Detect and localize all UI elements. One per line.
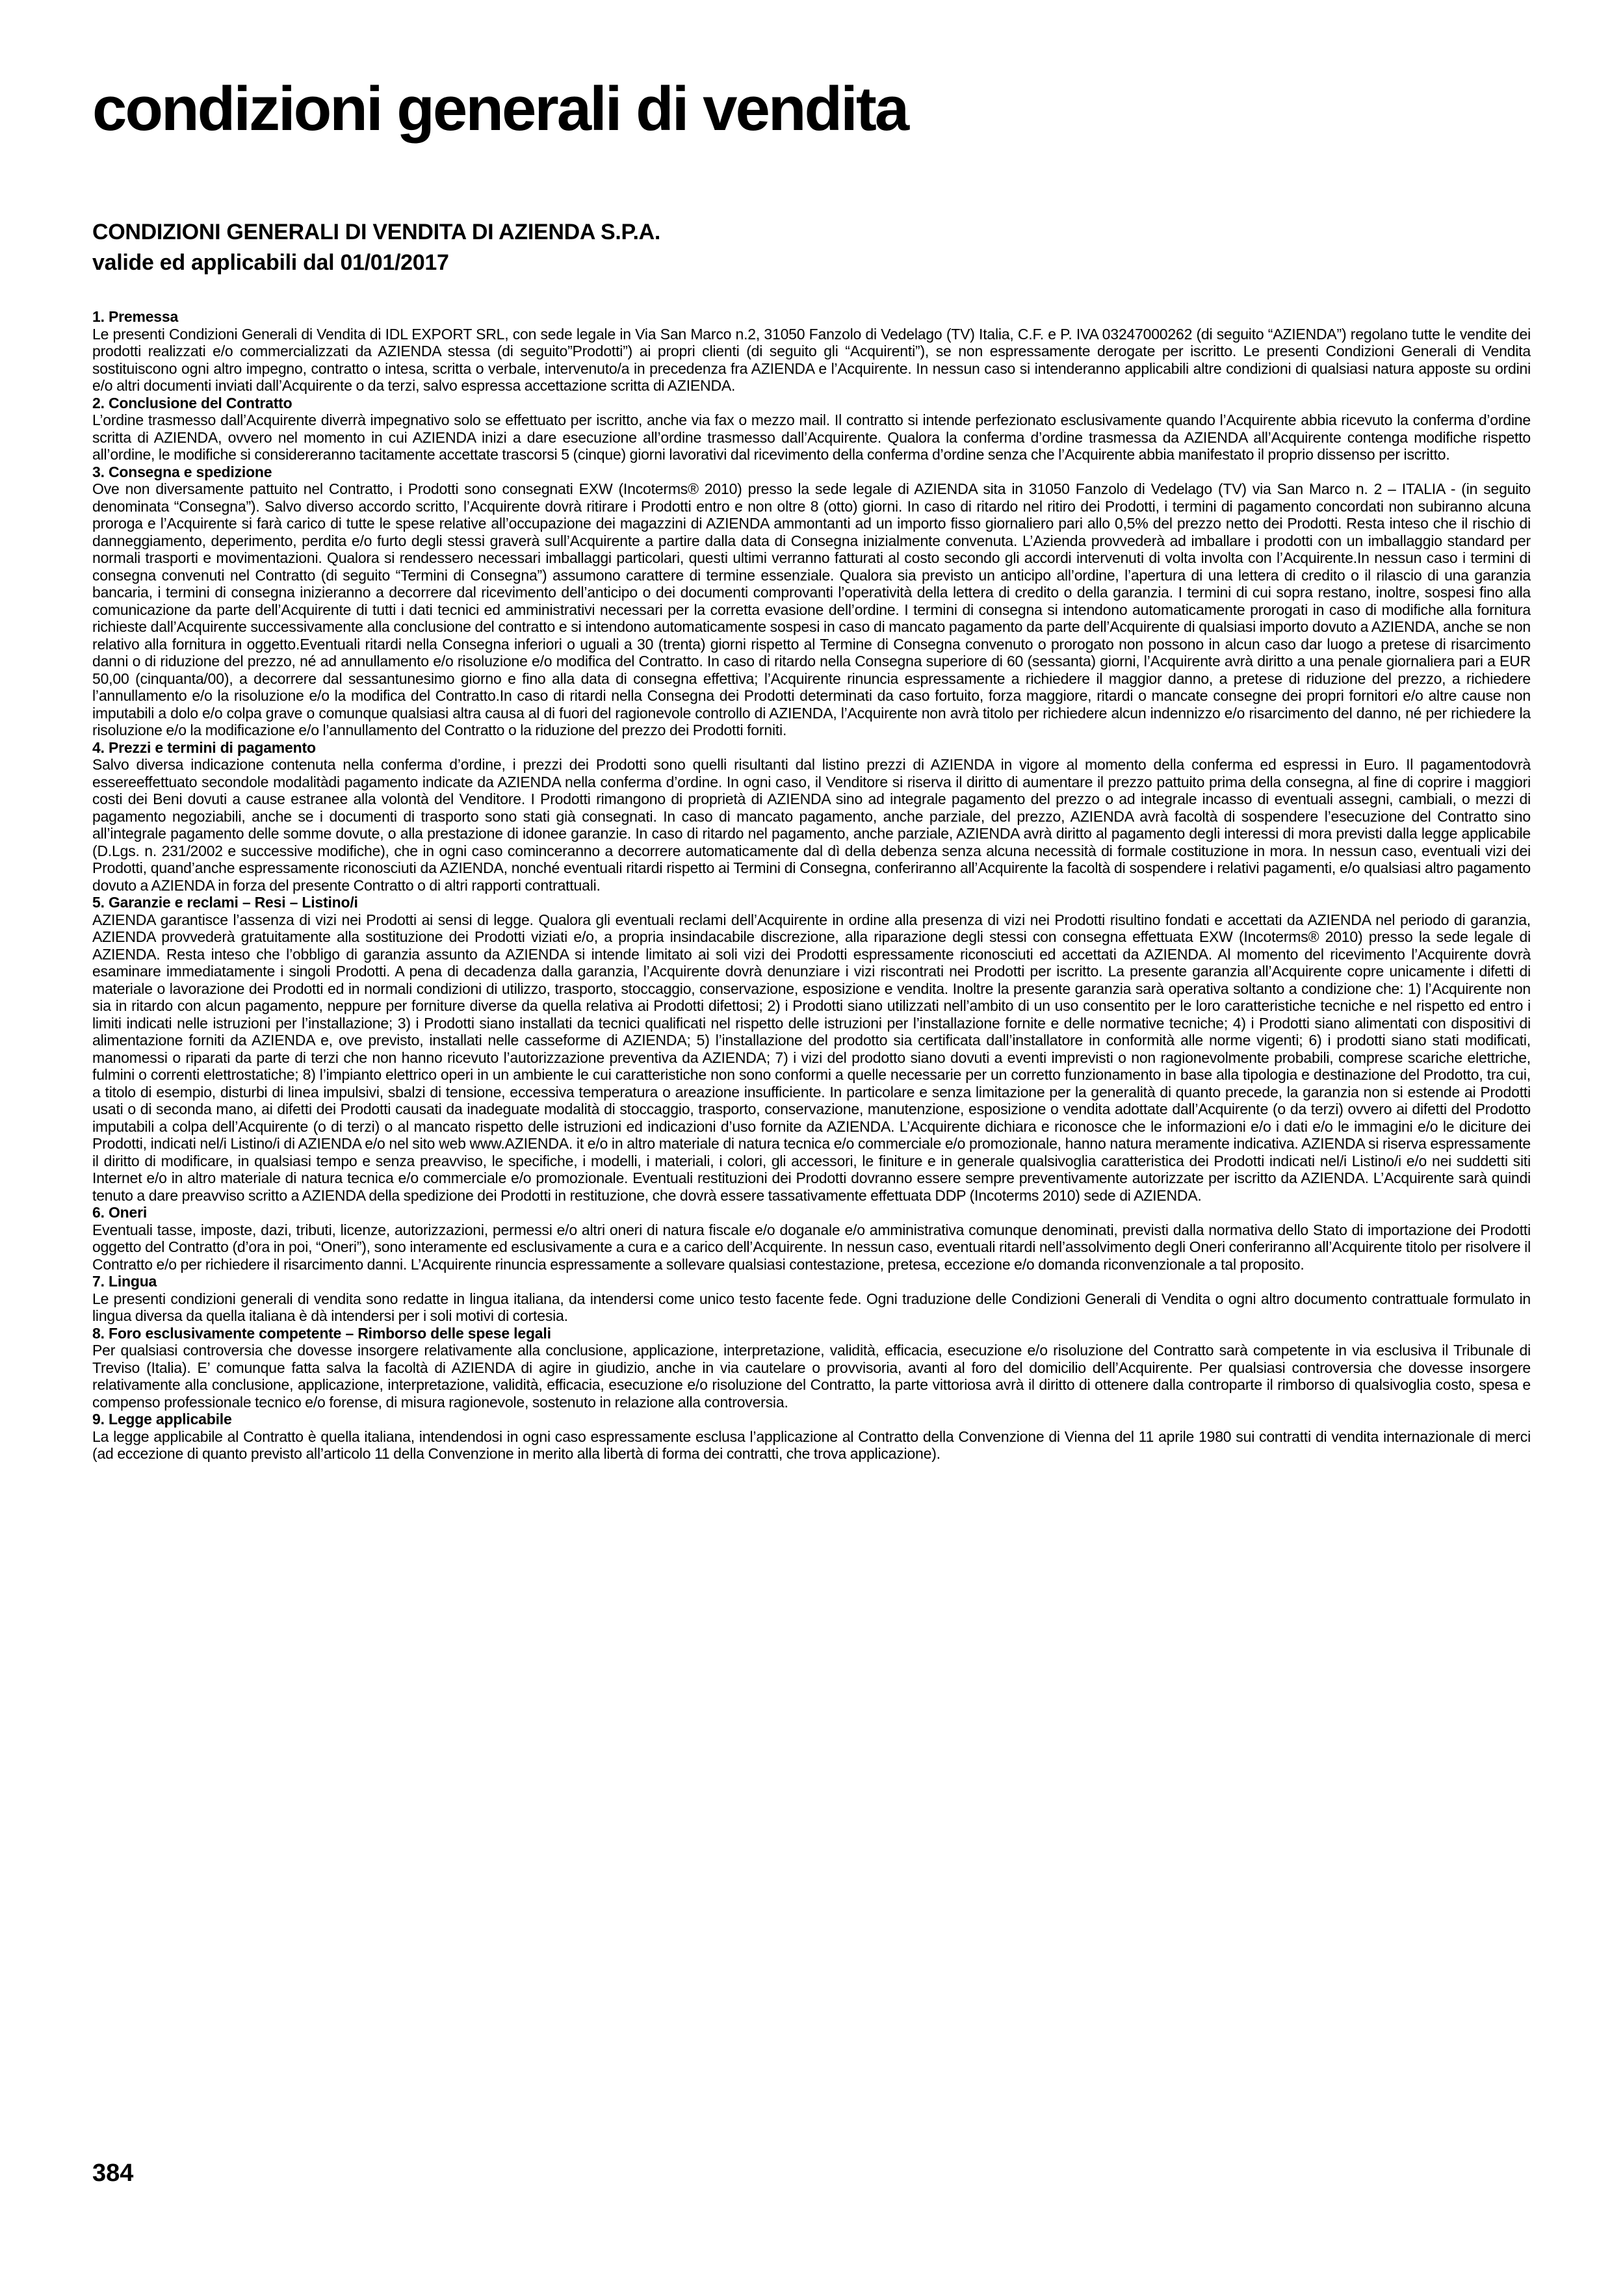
section-garanzie-reclami [92, 894, 1531, 1204]
section-body: Ove non diversamente pattuito nel Contratto, i Prodotti sono consegnati EXW (Incoterms® 2010) presso la sede legale di AZIENDA sita in 31050 Fanzolo di Vedelago (TV) via San Marco n. 2 – ITALIA - (in seguito denominata “Consegna”). Salvo diverso accordo scritto, l’Acquirente dovrà ritirare i Prodotti entro e non oltre 8 (otto) giorni. In caso di ritardo nel ritiro dei Prodotti, i termini di pagamento concordati non subiranno alcuna proroga e l’Acquirente si farà carico di tutte le spese relative all’occupazione dei magazzini di AZIENDA ammontanti ad un importo fisso giornaliero pari allo 0,5% del prezzo netto dei Prodotti. Resta inteso che il rischio di danneggiamento, deperimento, perdita e/o furto degli stessi graverà sull’Acquirente a partire dalla data di Consegna inizialmente convenuta. L’Azienda provvederà ad imballare i prodotti con un imballaggio standard per normali trasporti e movimentazioni. Qualora si rendessero necessari imballaggi particolari, questi ultimi verranno fatturati al costo secondo gli accordi intervenuti di volta involta con l’Acquirente.In nessun caso i termini di consegna convenuti nel Contratto (di seguito “Termini di Consegna”) assumono carattere di termine essenziale. Qualora sia previsto un anticipo all’ordine, l’apertura di una lettera di credito o il rilascio di una garanzia bancaria, i termini di consegna inizieranno a decorrere dal ricevimento dell’anticipo o dei documenti comprovanti l’operatività della lettera di credito o della garanzia. I termini di cui sopra restano, inoltre, sospesi fino alla comunicazione da parte dell’Acquirente di tutti i dati tecnici ed amministrativi necessari per la corretta evasione dell’ordine. I termini di consegna si intendono automaticamente prorogati in caso di modifiche alla fornitura richieste dall’Acquirente successivamente alla conclusione del contratto e si intendono automaticamente sospesi in caso di mancato pagamento da parte dell’Acquirente di qualsiasi importo dovuto a AZIENDA, anche se non relativo alla fornitura in oggetto.Eventuali ritardi nella Consegna inferiori o uguali a 30 (trenta) giorni rispetto al Termine di Consegna convenuto o prorogato non possono in alcun caso dar luogo a pretese di risarcimento danni o di riduzione del prezzo, né ad annullamento e/o risoluzione e/o modifica del Contratto. In caso di ritardo nella Consegna superiore di 60 (sessanta) giorni, l’Acquirente avrà diritto a una penale giornaliera pari a EUR 50,00 (cinquanta/00), a decorrere dal sessantunesimo giorno e fino alla data di consegna effettiva; l’Acquirente rinuncia espressamente a richiedere il maggior danno, a pretese di riduzione del prezzo, a richiedere l’annullamento e/o la risoluzione e/o la modifica del Contratto.In caso di ritardi nella Consegna dei Prodotti determinati da caso fortuito, forza maggiore, ritardi o mancate consegne dei propri fornitori e/o altre cause non imputabili a dolo e/o colpa grave o comunque qualsiasi altra causa al di fuori del ragionevole controllo di AZIENDA, l’Acquirente non avrà titolo per richiedere alcun indennizzo e/o risarcimento del danno, né per richiedere la risoluzione e/o la modificazione e/o l’annullamento del Contratto o la riduzione del prezzo dei Prodotti forniti. [92, 480, 1531, 738]
page-title: condizioni generali di vendita [92, 74, 908, 144]
section-body: Le presenti condizioni generali di vendita sono redatte in lingua italiana, da intendersi come unico testo facente fede. Ogni traduzione delle Condizioni Generali di Vendita o ogni altro documento contrattuale formulato in lingua diversa da quella italiana è dà intendersi per i soli motivi di cortesia. [92, 1290, 1531, 1324]
section-body: L’ordine trasmesso dall’Acquirente diverrà impegnativo solo se effettuato per iscritto, anche via fax o mezzo mail. Il contratto si intende perfezionato esclusivamente quando l’Acquirente abbia ricevuto la conferma d’ordine scritta di AZIENDA, ovvero nel momento in cui AZIENDA inizi a dare esecuzione all’ordine trasmesso dall’Acquirente. Qualora la conferma d’ordine trasmessa da AZIENDA all’Acquirente contenga modifiche rispetto all’ordine, le modifiche si considereranno tacitamente accettate trascorsi 5 (cinque) giorni lavorativi dal ricevimento della conferma d’ordine senza che l’Acquirente abbia manifestato il proprio dissenso per iscritto. [92, 411, 1531, 463]
section-body: Le presenti Condizioni Generali di Vendita di IDL EXPORT SRL, con sede legale in Via San Marco n.2, 31050 Fanzolo di Vedelago (TV) Italia, C.F. e P. IVA 03247000262 (di seguito “AZIENDA”) regolano tutte le vendite dei prodotti realizzati e/o commercializzati da AZIENDA stessa (di seguito”Prodotti”) ai propri clienti (di seguito gli “Acquirenti”), se non espressamente derogate per iscritto. Le presenti Condizioni Generali di Vendita sostituiscono ogni altro impegno, contratto o intesa, scritta o verbale, intervenuto/a in precedenza fra AZIENDA e l’Acquirente. In nessun caso si intenderanno applicabili altre condizioni di qualsiasi natura apposte su ordini e/o altri documenti inviati dall’Acquirente o da terzi, salvo espressa accettazione scritta di AZIENDA. [92, 325, 1531, 394]
subtitle-company: CONDIZIONI GENERALI DI VENDITA DI AZIENDA S.P.A. [92, 220, 661, 244]
terms-content [92, 308, 1531, 1463]
section-body: AZIENDA garantisce l’assenza di vizi nei Prodotti ai sensi di legge. Qualora gli eventuali reclami dell’Acquirente in ordine alla presenza di vizi nei Prodotti risultino fondati e accettati da AZIENDA nel periodo di garanzia, AZIENDA provvederà gratuitamente alla sostituzione dei Prodotti viziati e/o, a propria insindacabile discrezione, alla riparazione degli stessi con consegna effettuata EXW (Incoterms® 2010) presso la sede legale di AZIENDA. Resta inteso che l’obbligo di garanzia assunto da AZIENDA si intende limitato ai soli vizi dei Prodotti espressamente riconosciuti ed accettati da AZIENDA. Al momento del ricevimento l’Acquirente dovrà esaminare immediatamente i singoli Prodotti. A pena di decadenza dalla garanzia, l’Acquirente dovrà denunziare i vizi riscontrati nei Prodotti per iscritto. La presente garanzia all’Acquirente copre unicamente i difetti di materiale o lavorazione dei Prodotti ed in normali condizioni di utilizzo, trasporto, stoccaggio, conservazione, esposizione e vendita. Inoltre la presente garanzia sarà operativa soltanto a condizione che: 1) l’Acquirente non sia in ritardo con alcun pagamento, neppure per forniture diverse da quella relativa ai Prodotti difettosi; 2) i Prodotti siano utilizzati nell’ambito di un uso consentito per le loro caratteristiche tecniche e nel rispetto ed entro i limiti indicati nelle istruzioni per l’installazione; 3) i Prodotti siano installati da tecnici qualificati nel rispetto delle istruzioni per l’installazione fornite e delle normative tecniche; 4) i Prodotti siano alimentati con dispositivi di alimentazione forniti da AZIENDA e, ove previsto, installati nelle casseforme di AZIENDA; 5) l’installazione del prodotto sia certificata dall’installatore in conformità alle norme vigenti; 6) i prodotti siano stati modificati, manomessi o riparati da parte di terzi che non hanno ricevuto l’autorizzazione preventiva da AZIENDA; 7) i vizi del prodotto siano dovuti a eventi imprevisti o non ragionevolmente probabili, comprese scariche elettriche, fulmini o correnti elettrostatiche; 8) l’impianto elettrico operi in un ambiente le cui caratteristiche non sono conformi a quelle necessarie per un corretto funzionamento in base alla tipologia e destinazione del Prodotto, tra cui, a titolo di esempio, disturbi di linea impulsivi, sbalzi di tensione, eccessiva temperatura o areazione insufficiente. In particolare e senza limitazione per la generalità di quanto precede, la garanzia non si estende ai Prodotti usati o di seconda mano, ai difetti dei Prodotti causati da inadeguate modalità di stoccaggio, trasporto, conservazione, manutenzione, esposizione o vendita adottate dall’Acquirente (o da terzi) ovvero ai difetti del Prodotto imputabili a colpa dell’Acquirente (o di terzi) o al mancato rispetto delle istruzioni ed indicazioni d’uso fornite da AZIENDA. L’Acquirente dichiara e riconosce che le informazioni e/o i dati e/o le immagini e/o le diciture dei Prodotti, indicati nel/i Listino/i di AZIENDA e/o nel sito web www.AZIENDA. it e/o in altro materiale di natura tecnica e/o commerciale e/o promozionale, hanno natura meramente indicativa. AZIENDA si riserva espressamente il diritto di modificare, in qualsiasi tempo e senza preavviso, le specifiche, i modelli, i materiali, i colori, gli accessori, le finiture e in generale qualsivoglia caratteristica dei Prodotti indicati nel/i Listino/i e/o nei suddetti siti Internet e/o in altro materiale di natura tecnica e/o commerciale e/o promozionale. Eventuali restituzioni dei Prodotti dovranno essere sempre preventivamente autorizzate per iscritto da AZIENDA. L’Acquirente sarà quindi tenuto a dare preavviso scritto a AZIENDA della spedizione dei Prodotti in restituzione, che dovrà essere tassativamente effettuata DDP (Incoterms 2010) sede di AZIENDA. [92, 911, 1531, 1204]
section-heading: 8. Foro esclusivamente competente – Rimborso delle spese legali [92, 1324, 551, 1342]
section-heading: 1. Premessa [92, 308, 179, 325]
section-foro-competente [92, 1325, 1531, 1411]
section-conclusione-contratto [92, 395, 1531, 463]
section-heading: 7. Lingua [92, 1273, 157, 1290]
section-oneri [92, 1204, 1531, 1273]
section-heading: 2. Conclusione del Contratto [92, 394, 292, 411]
section-heading: 3. Consegna e spedizione [92, 463, 272, 480]
section-heading: 5. Garanzie e reclami – Resi – Listino/i [92, 894, 358, 911]
section-body: Salvo diversa indicazione contenuta nella conferma d’ordine, i prezzi dei Prodotti sono quelli risultanti dal listino prezzi di AZIENDA in vigore al momento della conferma ed espressi in Euro. Il pagamentodovrà essereeffettuato secondole modalitàdi pagamento indicate da AZIENDA nella conferma d’ordine. In ogni caso, il Venditore si riserva il diritto di aumentare il prezzo pattuito prima della consegna, al fine di coprire i maggiori costi dei Beni dovuti a cause estranee alla volontà del Venditore. I Prodotti rimangono di proprietà di AZIENDA sino ad integrale pagamento del prezzo o ad integrale incasso di eventuali assegni, cambiali, o mezzi di pagamento negoziabili, anche se i documenti di trasporto sono stati già consegnati. In caso di mancato pagamento, anche parziale, del prezzo, AZIENDA avrà facoltà di sospendere l’esecuzione del Contratto sino all’integrale pagamento delle somme dovute, o alla prestazione di idonee garanzie. In caso di ritardo nel pagamento, anche parziale, AZIENDA avrà diritto al pagamento degli interessi di mora previsti dalla legge applicabile (D.Lgs. n. 231/2002 e successive modifiche), che in ogni caso cominceranno a decorrere automaticamente dal dì della debenza senza alcuna necessità di formale costituzione in mora. In nessun caso, eventuali vizi dei Prodotti, quand’anche espressamente riconosciuti da AZIENDA, nonché eventuali ritardi rispetto ai Termini di Consegna, conferiranno all’Acquirente la facoltà di sospendere i relativi pagamenti, e/o qualsiasi altro pagamento dovuto a AZIENDA in forza del presente Contratto o di altri rapporti contrattuali. [92, 756, 1531, 894]
section-body: Per qualsiasi controversia che dovesse insorgere relativamente alla conclusione, applicazione, interpretazione, validità, efficacia, esecuzione e/o risoluzione del Contratto sarà competente in via esclusiva il Tribunale di Treviso (Italia). E’ comunque fatta salva la facoltà di AZIENDA di agire in giudizio, anche in via cautelare o provvisoria, avanti al foro del domicilio dell’Acquirente. Per qualsiasi controversia che dovesse insorgere relativamente alla conclusione, applicazione, interpretazione, validità, efficacia, esecuzione e/o risoluzione del Contratto, la parte vittoriosa avrà il diritto di ottenere dalla controparte il rimborso di qualsivoglia costo, spesa e compenso professionale tecnico e/o forense, di misura ragionevole, sostenuto in relazione alla controversia. [92, 1342, 1531, 1411]
section-heading: 6. Oneri [92, 1204, 148, 1221]
section-prezzi-pagamento [92, 739, 1531, 894]
document-subtitle [92, 217, 1531, 278]
section-heading: 9. Legge applicabile [92, 1411, 232, 1428]
subtitle-validity: valide ed applicabili dal 01/01/2017 [92, 250, 449, 275]
section-premessa [92, 308, 1531, 395]
section-legge-applicabile [92, 1411, 1531, 1463]
section-lingua [92, 1273, 1531, 1325]
section-body: La legge applicabile al Contratto è quella italiana, intendendosi in ogni caso espressamente esclusa l’applicazione al Contratto della Convenzione di Vienna del 11 aprile 1980 sui contratti di vendita internazionale di merci (ad eccezione di quanto previsto all’articolo 11 della Convenzione in merito alla libertà di forma dei contratti, che trova applicazione). [92, 1428, 1531, 1462]
page-number: 384 [92, 2159, 134, 2187]
document-page [92, 0, 1531, 1463]
section-consegna-spedizione [92, 463, 1531, 739]
section-heading: 4. Prezzi e termini di pagamento [92, 738, 316, 756]
section-body: Eventuali tasse, imposte, dazi, tributi, licenze, autorizzazioni, permessi e/o altri oneri di natura fiscale e/o doganale e/o amministrativa comunque denominati, previsti dalla normativa dello Stato di importazione dei Prodotti oggetto del Contratto (d’ora in poi, “Oneri”), sono interamente ed esclusivamente a cura e a carico dell’Acquirente. In nessun caso, eventuali ritardi nell’assolvimento degli Oneri conferiranno all’Acquirente titolo per risolvere il Contratto e/o per richiedere il risarcimento danni. L’Acquirente rinuncia espressamente a sollevare qualsiasi contestazione, pretesa, eccezione e/o domanda riconvenzionale a tal proposito. [92, 1221, 1531, 1273]
